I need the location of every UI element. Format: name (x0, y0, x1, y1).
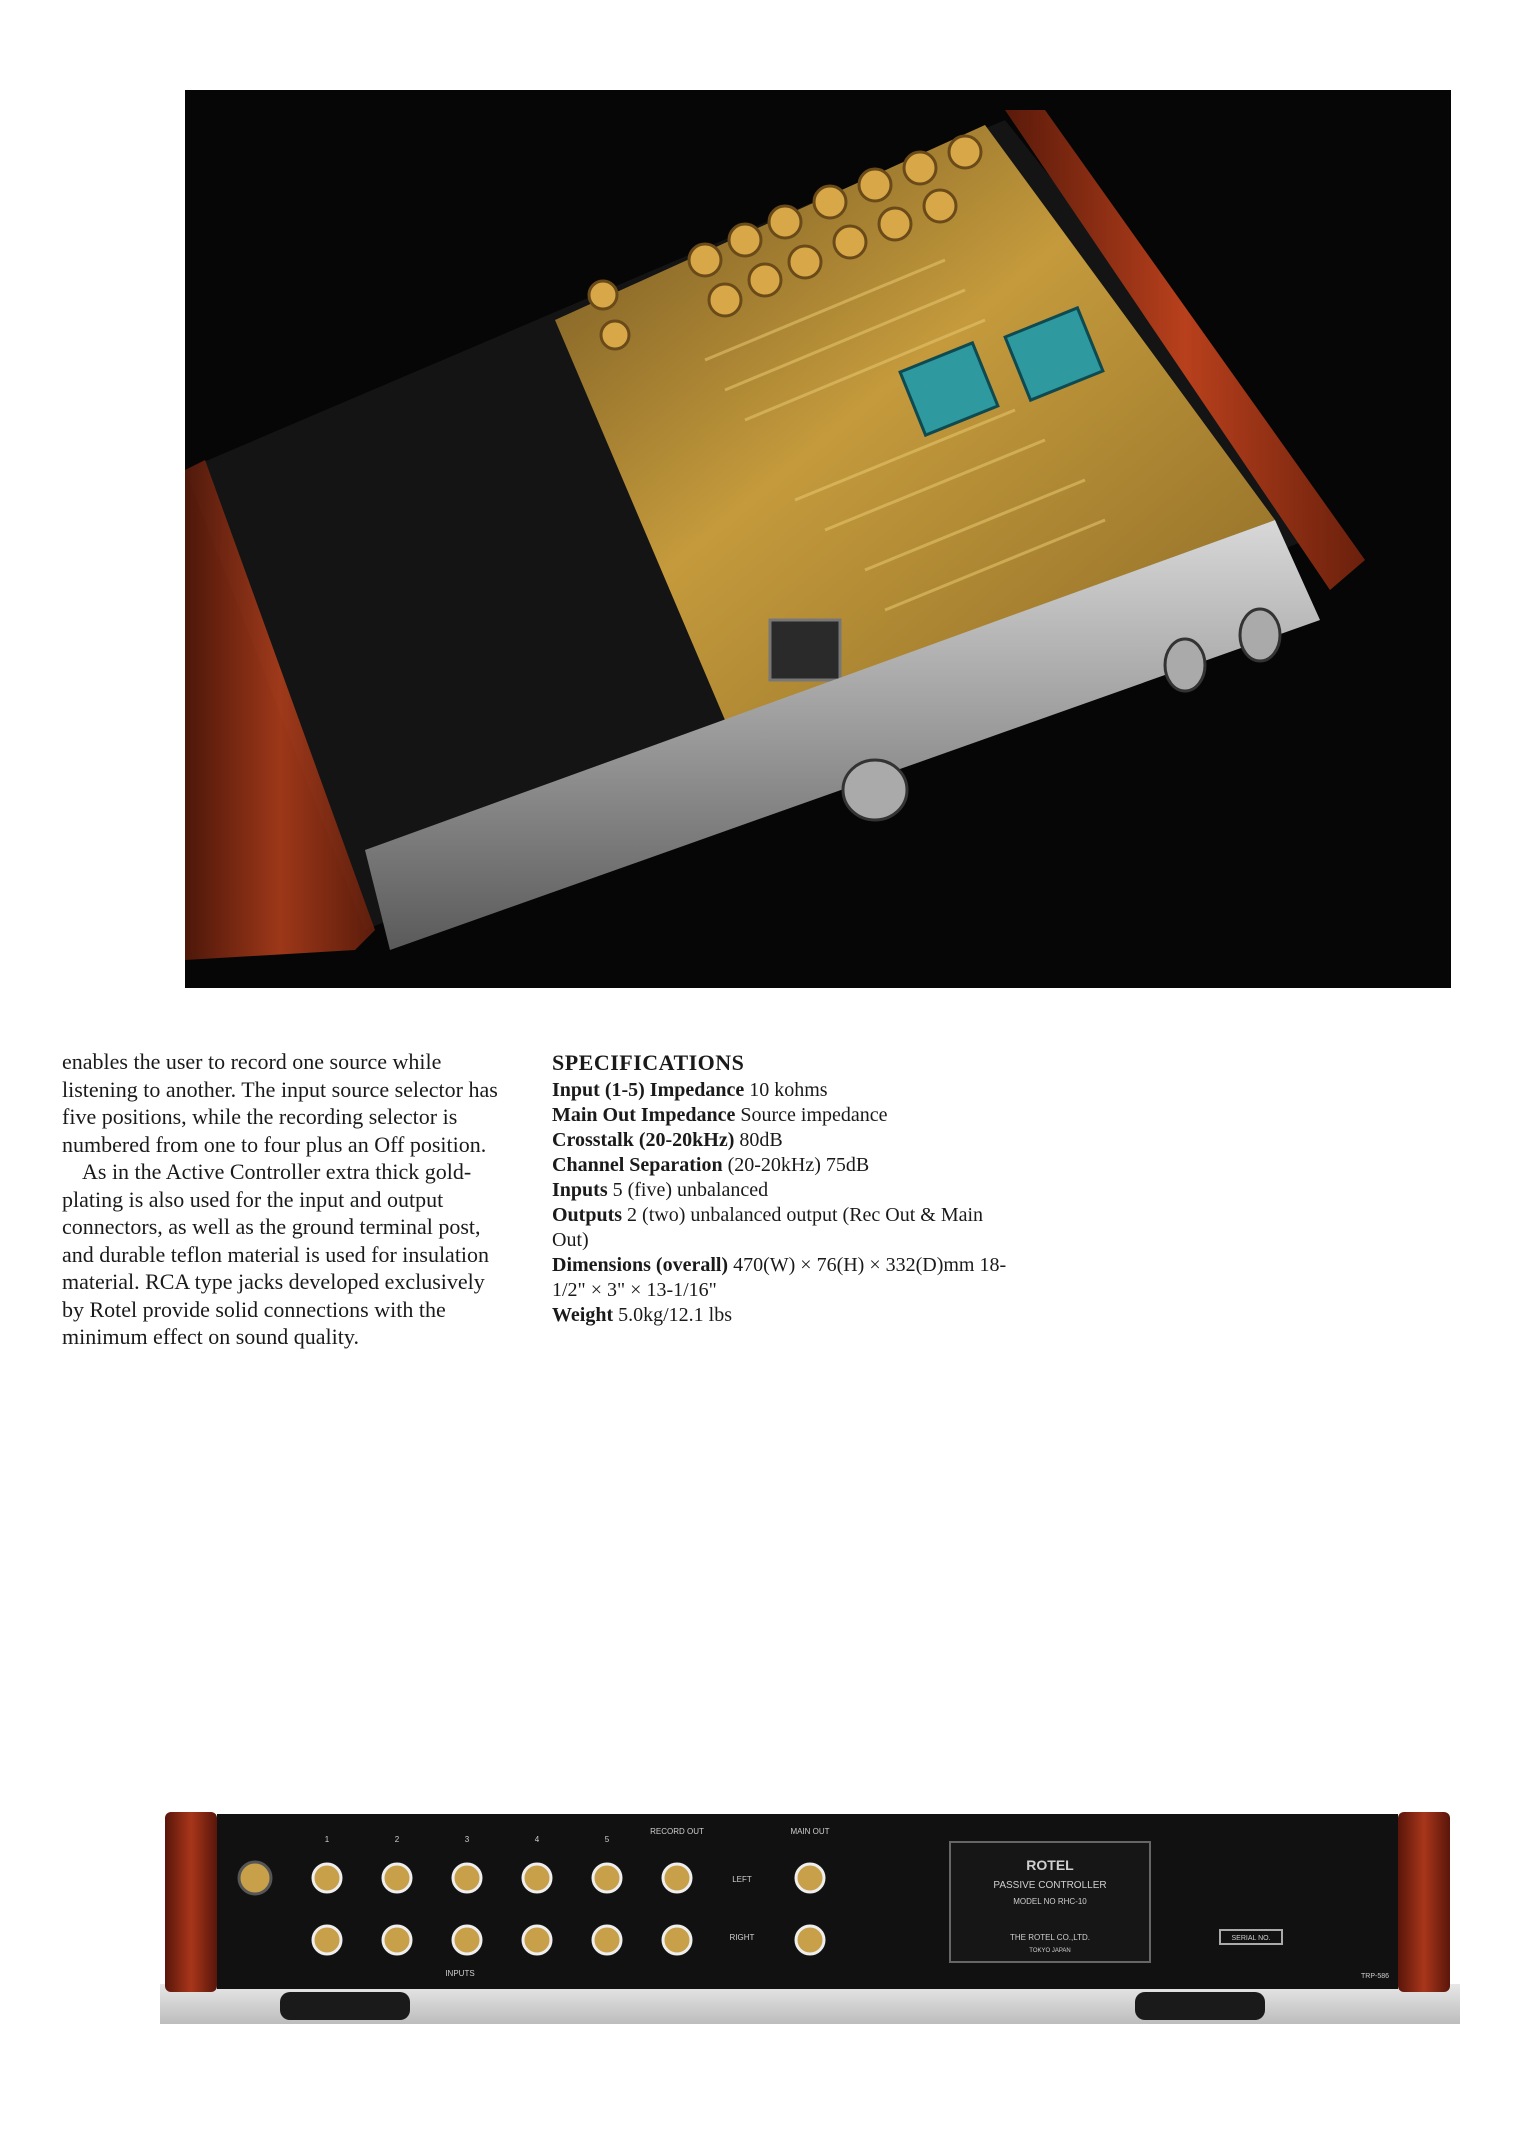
interior-photo (185, 90, 1451, 988)
spec-value: 5 (five) unbalanced (612, 1179, 769, 1201)
rca-jack (453, 1864, 481, 1892)
record-out-label: RECORD OUT (650, 1827, 704, 1836)
rca-jack (663, 1864, 691, 1892)
spec-line (552, 1303, 1022, 1328)
ground-terminal (239, 1862, 271, 1894)
rca-jack (523, 1926, 551, 1954)
serial-label: SERIAL NO. (1231, 1935, 1271, 1942)
rca-jack (593, 1864, 621, 1892)
maker-city: TOKYO JAPAN (1029, 1948, 1071, 1954)
maker-name: THE ROTEL CO.,LTD. (1009, 1933, 1091, 1942)
input-number: 5 (604, 1835, 610, 1844)
description-paragraph: As in the Active Controller extra thick gold-plating is also used for the input and output connectors, as well as the ground terminal post, and durable teflon material is used for insulation material. RCA type jacks developed exclusively by Rotel provide solid connections with the minimum effect on sound quality. (62, 1159, 490, 1349)
rear-panel-illustration (160, 1800, 1460, 2030)
rca-jack (523, 1864, 551, 1892)
rca-jack (313, 1926, 341, 1954)
spec-label: Input (1-5) Impedance (552, 1079, 745, 1101)
rca-jack (383, 1864, 411, 1892)
wood-end-right (1398, 1812, 1450, 1992)
model-number: MODEL NO RHC-10 (1013, 1897, 1087, 1906)
description-text (62, 1048, 498, 1351)
spec-line (552, 1253, 1022, 1303)
specifications-block (552, 1050, 1022, 1328)
rca-jack (593, 1926, 621, 1954)
spec-value: 10 kohms (749, 1079, 828, 1101)
input-number: 2 (394, 1835, 400, 1844)
model-title: PASSIVE CONTROLLER (993, 1880, 1107, 1891)
spec-value: (20-20kHz) 75dB (727, 1154, 870, 1176)
rca-jack (453, 1926, 481, 1954)
wood-end-left (165, 1812, 217, 1992)
rca-jack (313, 1864, 341, 1892)
spec-line (552, 1078, 1022, 1103)
description-paragraph: enables the user to record one source while listening to another. The input source selector has five positions, while the recording selector is numbered from one to four plus an Off position. (62, 1049, 498, 1157)
input-number: 3 (464, 1835, 470, 1844)
spec-label: Main Out Impedance (552, 1104, 736, 1126)
spec-line (552, 1178, 1022, 1203)
inputs-label: INPUTS (445, 1969, 475, 1978)
left-label: LEFT (732, 1875, 752, 1884)
specifications-heading: SPECIFICATIONS (552, 1050, 745, 1075)
spec-value: 5.0kg/12.1 lbs (618, 1304, 733, 1326)
input-number: 4 (534, 1835, 540, 1844)
spec-label: Weight (552, 1304, 614, 1326)
foot (1135, 1992, 1265, 2020)
spec-line (552, 1203, 1022, 1253)
spec-value: 80dB (739, 1129, 783, 1151)
spec-line (552, 1153, 1022, 1178)
interior-illustration (185, 90, 1451, 988)
input-number: 1 (324, 1835, 330, 1844)
brand-logo: ROTEL (1026, 1857, 1074, 1873)
right-label: RIGHT (729, 1933, 755, 1942)
spec-value: 2 (two) unbalanced output (Rec Out & Main Out) (552, 1204, 984, 1251)
spec-label: Dimensions (overall) (552, 1254, 729, 1276)
spec-value: Source impedance (740, 1104, 888, 1126)
product-code: TRP-586 (1360, 1973, 1390, 1980)
foot (280, 1992, 410, 2020)
rca-jack (796, 1926, 824, 1954)
spec-label: Channel Separation (552, 1154, 723, 1176)
rca-jack (796, 1864, 824, 1892)
rca-jack (383, 1926, 411, 1954)
spec-line (552, 1103, 1022, 1128)
spec-label: Inputs (552, 1179, 608, 1201)
spec-value: 470(W) × 76(H) × 332(D)mm 18-1/2" × 3" × 13-1/16" (552, 1254, 1007, 1301)
main-out-label: MAIN OUT (790, 1827, 830, 1836)
rca-jack (663, 1926, 691, 1954)
spec-line (552, 1128, 1022, 1153)
rear-panel-photo (160, 1800, 1460, 2030)
spec-label: Outputs (552, 1204, 623, 1226)
spec-label: Crosstalk (20-20kHz) (552, 1129, 735, 1151)
